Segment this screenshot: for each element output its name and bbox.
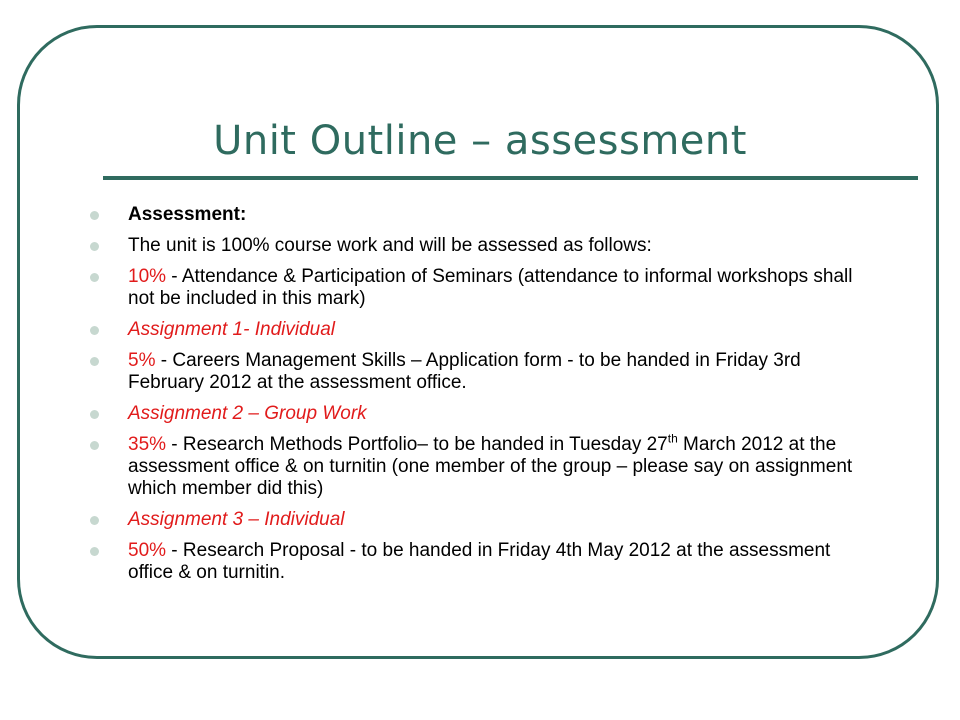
- research-proposal-percent: 50%: [128, 540, 167, 561]
- bullet-dot-icon: [90, 441, 99, 450]
- bullet-dot-icon: [90, 516, 99, 525]
- careers-text: - Careers Management Skills – Application form - to be handed in Friday 3rd February 2012 at the assessment office.: [128, 350, 801, 393]
- careers-percent: 5%: [128, 350, 156, 371]
- bullet-assignment-2: [90, 403, 880, 425]
- bullet-research-methods: [90, 431, 880, 500]
- bullet-dot-icon: [90, 273, 99, 282]
- bullet-research-proposal: [90, 540, 880, 584]
- bullet-careers-management: [90, 350, 880, 394]
- bullet-dot-icon: [90, 357, 99, 366]
- bullet-assignment-3: [90, 509, 880, 531]
- bullet-assignment-1: [90, 319, 880, 341]
- bullet-dot-icon: [90, 547, 99, 556]
- bullet-assessment-heading: [90, 204, 880, 226]
- slide-title: Unit Outline – assessment: [213, 118, 747, 164]
- assignment-3-heading: Assignment 3 – Individual: [128, 509, 345, 530]
- ordinal-suffix: th: [667, 431, 678, 446]
- bullet-attendance: [90, 266, 880, 310]
- research-methods-text-a: - Research Methods Portfolio– to be handed in Tuesday 27: [166, 434, 668, 455]
- bullet-dot-icon: [90, 326, 99, 335]
- assignment-1-heading: Assignment 1- Individual: [128, 319, 335, 340]
- title-underline: [103, 176, 918, 180]
- research-methods-text-b: March 2012 at the assessment office & on turnitin (one member of the group – please say on assignment which member did this): [128, 434, 853, 499]
- attendance-percent: 10%: [128, 266, 167, 287]
- research-methods-percent: 35%: [128, 434, 167, 455]
- research-proposal-text: - Research Proposal - to be handed in Friday 4th May 2012 at the assessment office & on turnitin.: [128, 540, 831, 583]
- assessment-bullet-list: [90, 204, 880, 593]
- course-work-text: The unit is 100% course work and will be assessed as follows:: [128, 235, 652, 256]
- assignment-2-heading: Assignment 2 – Group Work: [128, 403, 367, 424]
- bullet-dot-icon: [90, 410, 99, 419]
- bullet-dot-icon: [90, 211, 99, 220]
- bullet-dot-icon: [90, 242, 99, 251]
- attendance-text: - Attendance & Participation of Seminars (attendance to informal workshops shall not be included in this mark): [128, 266, 853, 309]
- bullet-course-work: [90, 235, 880, 257]
- assessment-heading: Assessment:: [128, 204, 247, 225]
